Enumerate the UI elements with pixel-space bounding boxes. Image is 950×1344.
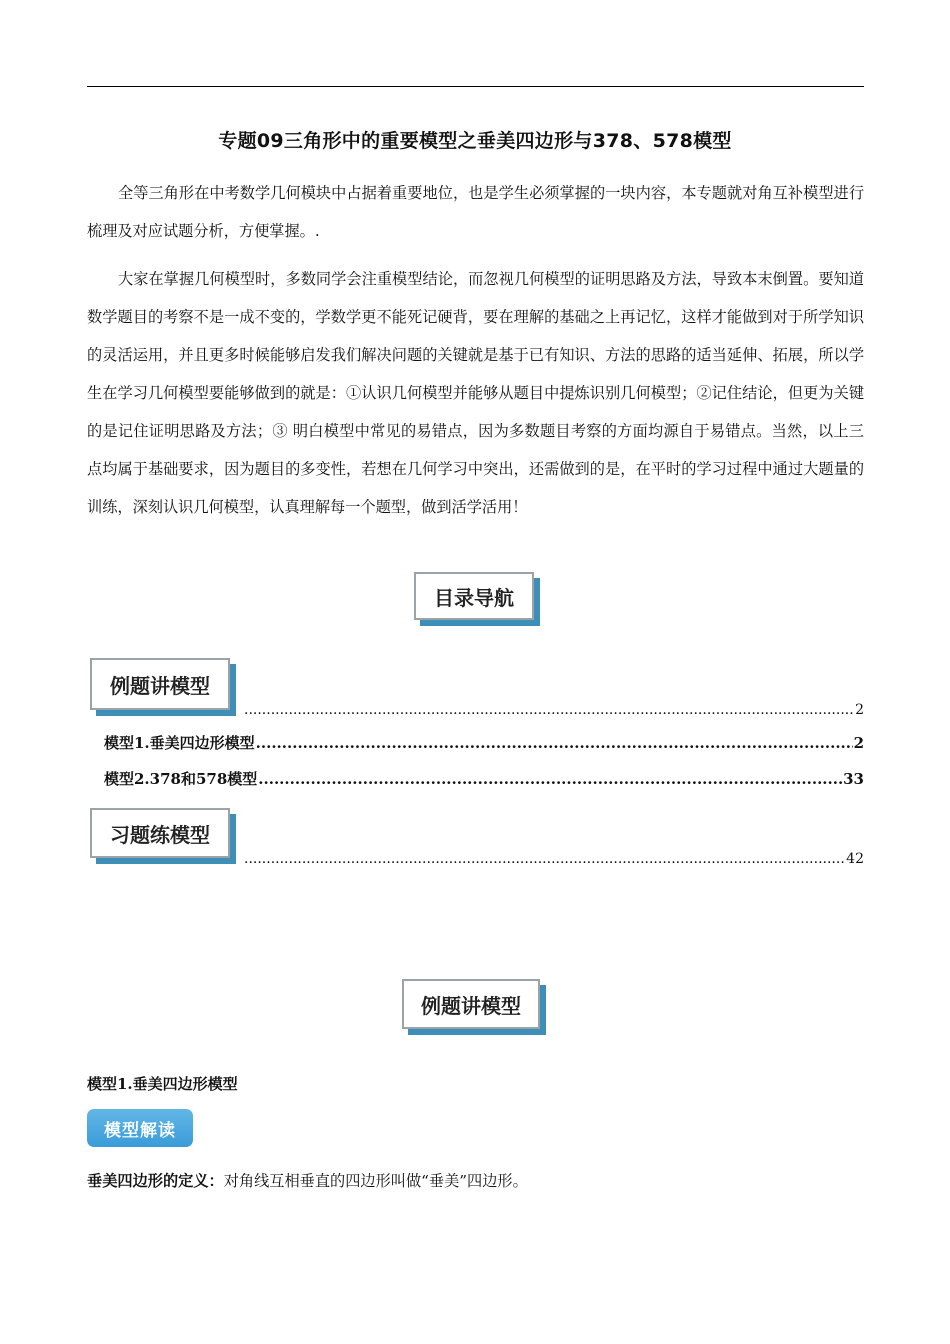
toc-leader-dots (244, 702, 854, 718)
model-1-heading: 模型1.垂美四边形模型 (87, 1075, 238, 1093)
toc-leader-dots (258, 770, 842, 788)
toc-page-number: 2 (855, 702, 864, 718)
toc-entry-label: 模型2.378和578模型 (104, 770, 258, 788)
section-examples-badge: 例题讲模型 (402, 979, 540, 1029)
toc-section-exercises-leader[interactable] (243, 851, 864, 867)
toc-page-number: 2 (853, 734, 864, 752)
toc-section-examples-badge[interactable]: 例题讲模型 (90, 658, 230, 710)
header-rule (87, 86, 864, 87)
intro-paragraph-1: 全等三角形在中考数学几何模块中占据着重要地位，也是学生必须掌握的一块内容，本专题就对角互补模型进行梳理及对应试题分析，方便掌握。. (87, 184, 864, 240)
toc-leader-dots (244, 851, 845, 867)
toc-section-examples-leader[interactable] (243, 702, 864, 718)
model-interpretation-pill: 模型解读 (87, 1109, 193, 1147)
toc-entry-label: 模型1.垂美四边形模型 (104, 734, 255, 752)
toc-entry-model-2[interactable] (104, 768, 864, 789)
definition-term: 垂美四边形的定义： (87, 1172, 224, 1190)
definition-line (87, 1170, 528, 1191)
toc-heading-badge: 目录导航 (414, 572, 534, 620)
toc-leader-dots (256, 734, 853, 752)
toc-page-number: 33 (843, 770, 864, 788)
toc-page-number: 42 (846, 851, 864, 867)
document-title: 专题09三角形中的重要模型之垂美四边形与378、578模型 (218, 130, 732, 152)
definition-text: 对角线互相垂直的四边形叫做“垂美”四边形。 (223, 1172, 528, 1190)
toc-entry-model-1[interactable] (104, 732, 864, 753)
toc-section-exercises-badge[interactable]: 习题练模型 (90, 808, 230, 858)
intro-paragraph-2: 大家在掌握几何模型时，多数同学会注重模型结论，而忽视几何模型的证明思路及方法，导致本末倒置。要知道数学题目的考察不是一成不变的，学数学更不能死记硬背，要在理解的基础之上再记忆，这样才能做到对于所学知识的灵活运用，并且更多时候能够启发我们解决问题的关键就是基于已有知识、方法的思路的适当延伸、拓展，所以学生在学习几何模型要能够做到的就是：①认识几何模型并能够从题目中提炼识别几何模型；②记住结论，但更为关键的是记住证明思路及方法；③ 明白模型中常见的易错点，因为多数题目考察的方面均源自于易错点。当然，以上三点均属于基础要求，因为题目的多变性，若想在几何学习中突出，还需做到的是，在平时的学习过程中通过大题量的训练，深刻认识几何模型，认真理解每一个题型，做到活学活用！ (87, 270, 864, 516)
